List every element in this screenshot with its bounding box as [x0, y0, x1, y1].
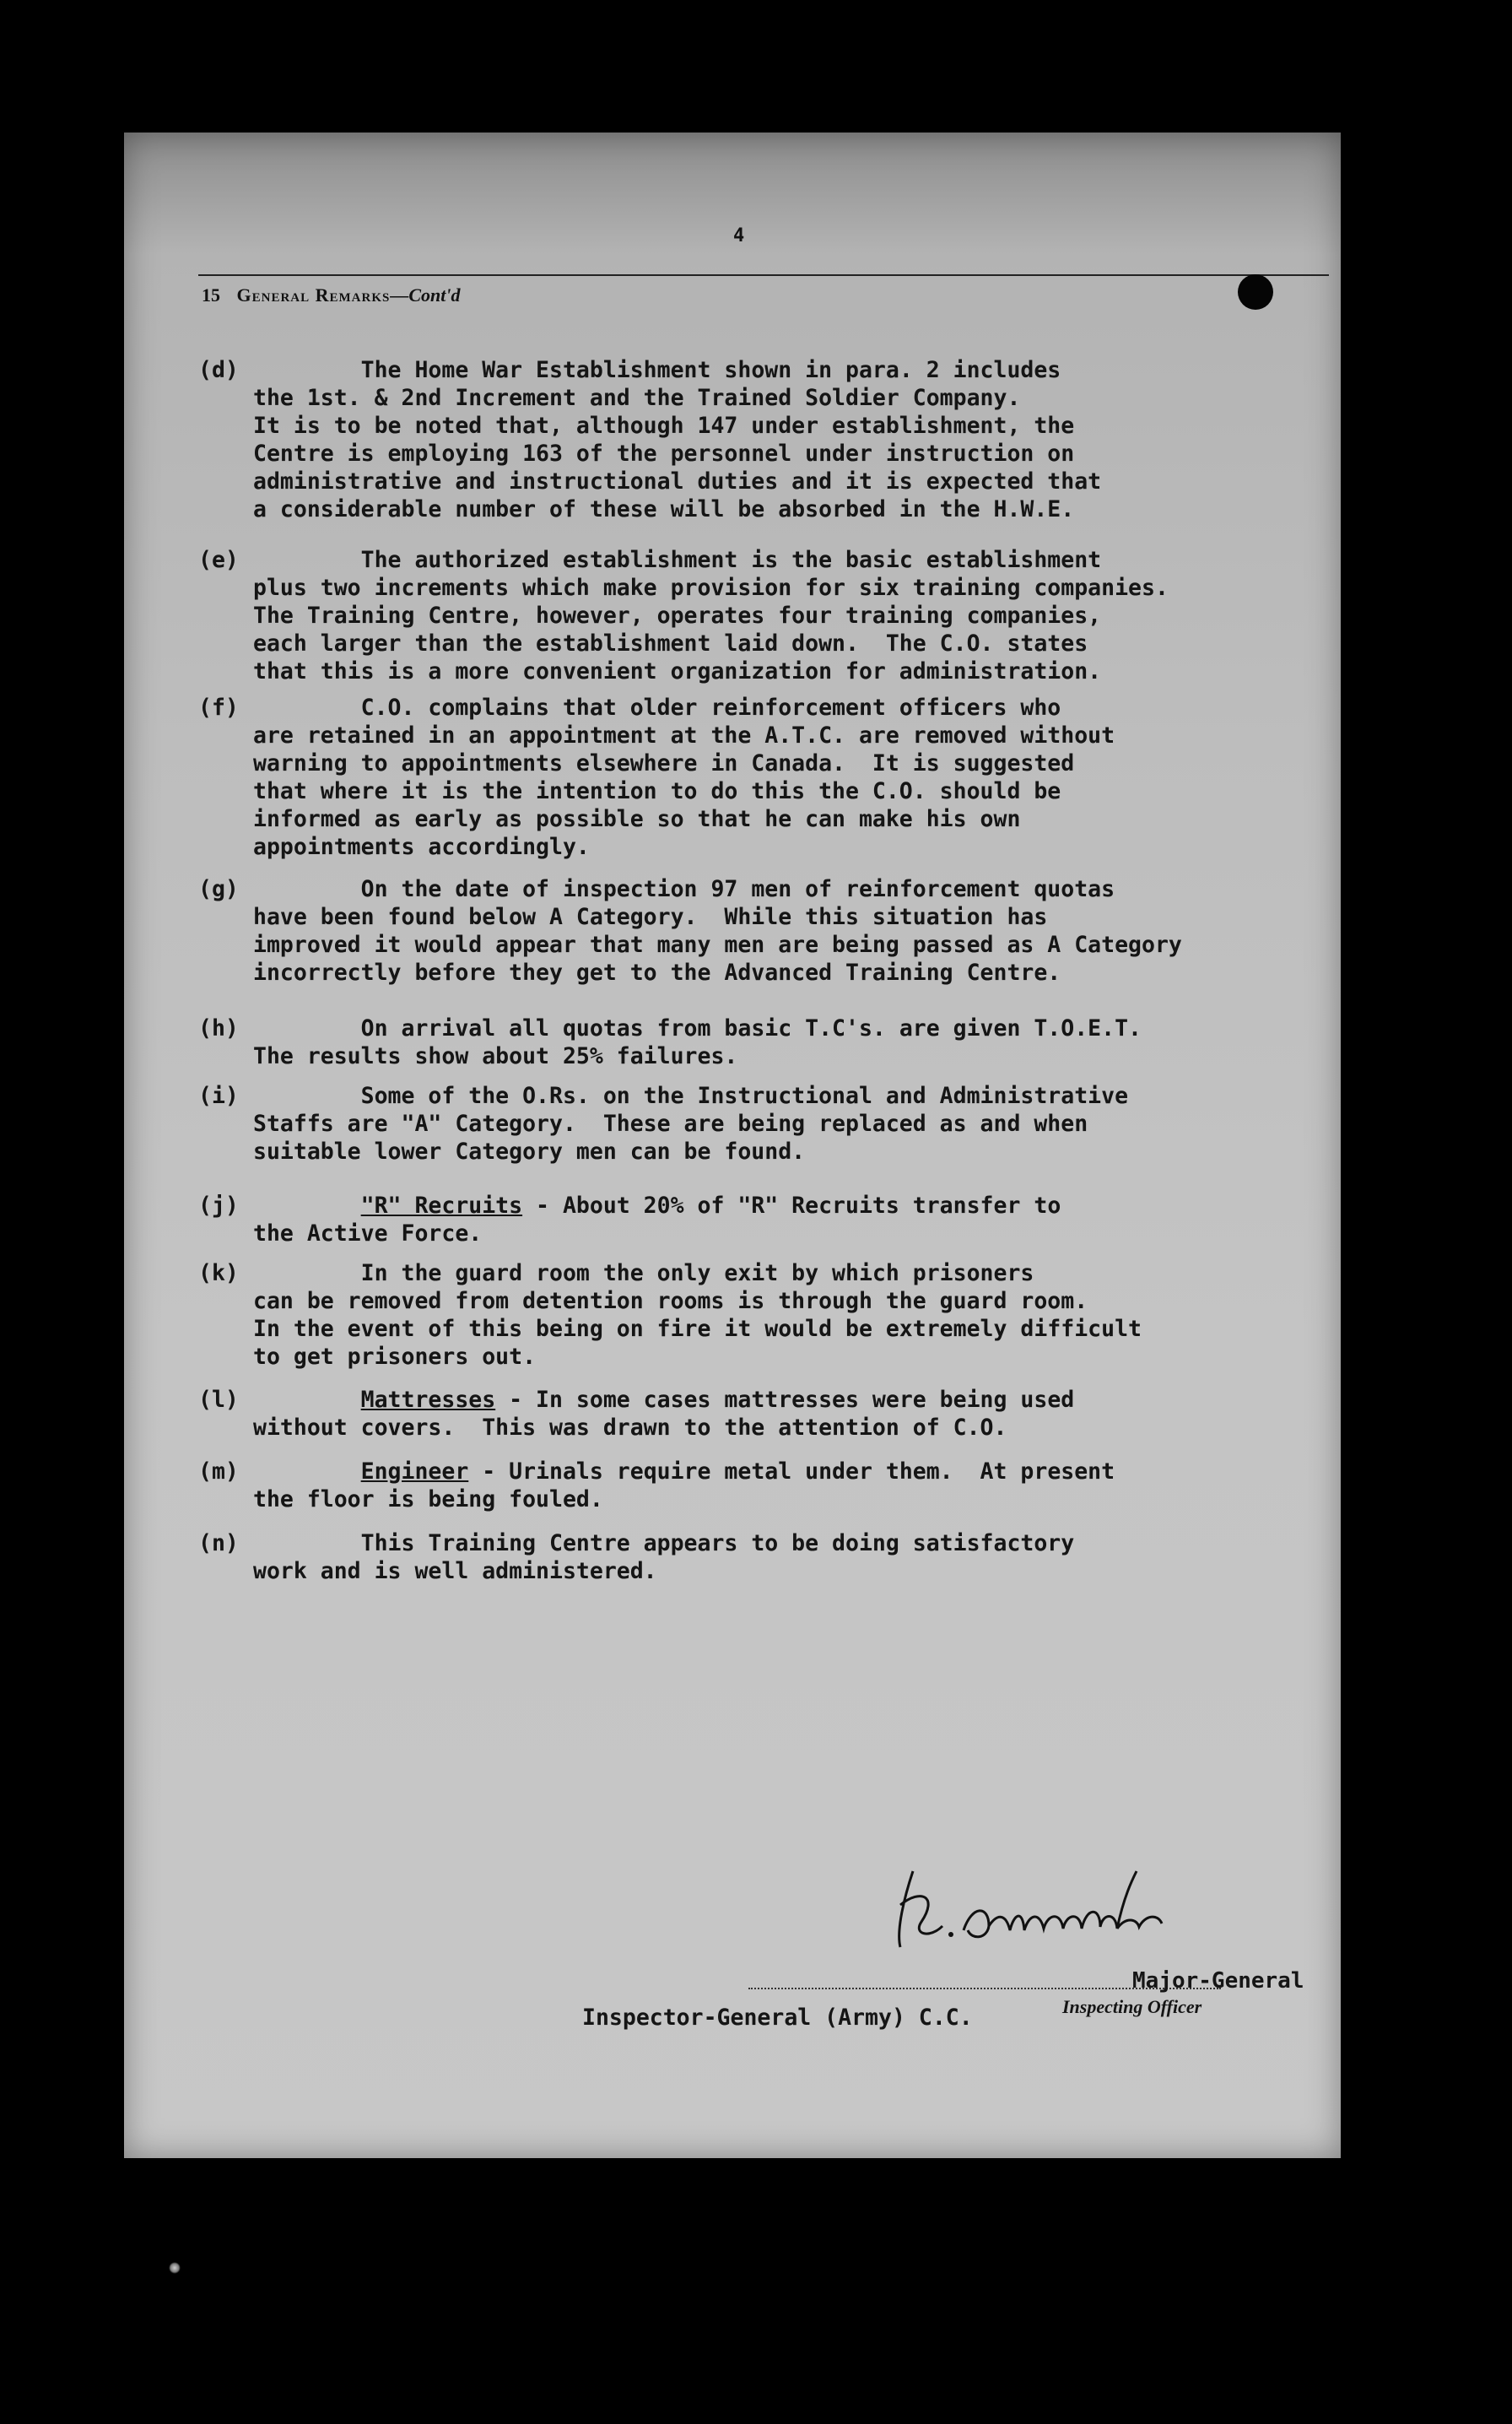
- paragraph-line: work and is well administered.: [253, 1558, 657, 1584]
- handwritten-signature: [879, 1846, 1301, 1964]
- paragraph-line: that where it is the intention to do this the C.O. should be: [253, 778, 1061, 804]
- section-continued: —Cont'd: [390, 284, 461, 306]
- paragraph-line: administrative and instructional duties and it is expected that: [253, 468, 1102, 495]
- header-rule: [198, 274, 1329, 276]
- section-title: General Remarks: [236, 284, 391, 306]
- paragraph-line: On the date of inspection 97 men of reinforcement quotas: [360, 876, 1115, 902]
- paragraph-line: The results show about 25% failures.: [253, 1043, 738, 1069]
- section-number: 15: [202, 284, 220, 306]
- paragraph-label: (h): [198, 1015, 239, 1042]
- paragraph-body: [253, 546, 1316, 685]
- paragraph-label: (n): [198, 1530, 239, 1556]
- paragraph-label: (g): [198, 876, 239, 902]
- paragraph-line: The authorized establishment is the basic establishment: [360, 547, 1102, 573]
- paragraph-label: (m): [198, 1458, 239, 1485]
- paragraph-line: to get prisoners out.: [253, 1344, 537, 1370]
- page-number: 4: [733, 225, 745, 246]
- paragraph-line: the Active Force.: [253, 1220, 483, 1247]
- paragraph-indent: [253, 1193, 361, 1219]
- paragraph-body: [253, 875, 1316, 987]
- signature-title: Inspecting Officer: [1062, 1996, 1202, 2017]
- section-header: [202, 284, 461, 306]
- paragraph-indent: [253, 1387, 361, 1413]
- paragraph-line: - Urinals require metal under them. At present: [482, 1458, 1115, 1485]
- paragraph-line: Staffs are "A" Category. These are being replaced as and when: [253, 1111, 1088, 1137]
- paragraph-label: (e): [198, 547, 239, 573]
- signature-inspector: Inspector-General (Army) C.C.: [582, 2005, 973, 2031]
- paragraph-label: (l): [198, 1387, 239, 1413]
- paragraph-label: (i): [198, 1083, 239, 1109]
- paragraph-indent: [253, 1458, 361, 1485]
- paragraph-line: Some of the O.Rs. on the Instructional and Administrative: [360, 1083, 1129, 1109]
- signature-rank: Major-General: [1132, 1968, 1304, 1994]
- paragraph-body: [253, 1259, 1316, 1371]
- paragraph-line: C.O. complains that older reinforcement officers who: [360, 695, 1061, 721]
- paragraph-line: plus two increments which make provision for six training companies.: [253, 575, 1169, 601]
- paragraph-line: have been found below A Category. While this situation has: [253, 904, 1048, 930]
- paragraph-line: The Home War Establishment shown in para. 2 includes: [360, 357, 1061, 383]
- paragraph-line: the 1st. & 2nd Increment and the Trained Soldier Company.: [253, 385, 1021, 411]
- paragraph-body: [253, 356, 1316, 523]
- paragraph-line: that this is a more convenient organization for administration.: [253, 658, 1102, 684]
- paragraph-body: [253, 1529, 1316, 1585]
- paragraph-line: On arrival all quotas from basic T.C's. are given T.O.E.T.: [360, 1015, 1142, 1042]
- paragraph-body: [253, 1082, 1316, 1166]
- paragraph-line: This Training Centre appears to be doing satisfactory: [360, 1530, 1075, 1556]
- paragraph-line: The Training Centre, however, operates four training companies,: [253, 603, 1102, 629]
- paragraph-line: improved it would appear that many men are being passed as A Category: [253, 932, 1182, 958]
- paragraph-label: (j): [198, 1193, 239, 1219]
- paragraph-line: informed as early as possible so that he can make his own: [253, 806, 1021, 832]
- punch-hole: [1238, 274, 1273, 310]
- paragraph-body: [253, 1386, 1316, 1442]
- paragraph-line: Centre is employing 163 of the personnel under instruction on: [253, 441, 1075, 467]
- paragraph-line: It is to be noted that, although 147 under establishment, the: [253, 413, 1075, 439]
- paragraph-body: [253, 694, 1316, 861]
- paragraph-line: the floor is being fouled.: [253, 1486, 603, 1512]
- paragraph-body: [253, 1192, 1316, 1247]
- paragraph-line: a considerable number of these will be absorbed in the H.W.E.: [253, 496, 1075, 522]
- paragraph-line: - About 20% of "R" Recruits transfer to: [536, 1193, 1061, 1219]
- paragraph-heading: "R" Recruits: [360, 1193, 523, 1219]
- paragraph-line: In the guard room the only exit by which prisoners: [360, 1260, 1034, 1286]
- paragraph-line: incorrectly before they get to the Advanced Training Centre.: [253, 960, 1061, 986]
- paragraph-line: - In some cases mattresses were being used: [509, 1387, 1075, 1413]
- paragraph-body: [253, 1458, 1316, 1513]
- document-page: [124, 133, 1341, 2158]
- paragraph-line: In the event of this being on fire it would be extremely difficult: [253, 1316, 1142, 1342]
- paragraph-heading: Engineer: [360, 1458, 469, 1485]
- film-speck: [169, 2262, 181, 2274]
- paragraph-label: (k): [198, 1260, 239, 1286]
- paragraph-line: warning to appointments elsewhere in Canada. It is suggested: [253, 750, 1075, 776]
- paragraph-line: are retained in an appointment at the A.T.C. are removed without: [253, 722, 1115, 749]
- paragraph-line: without covers. This was drawn to the attention of C.O.: [253, 1415, 1007, 1441]
- paragraph-line: appointments accordingly.: [253, 834, 590, 860]
- paragraph-body: [253, 1015, 1316, 1070]
- paragraph-label: (d): [198, 357, 239, 383]
- paragraph-label: (f): [198, 695, 239, 721]
- paragraph-line: each larger than the establishment laid down. The C.O. states: [253, 630, 1088, 657]
- paragraph-line: can be removed from detention rooms is through the guard room.: [253, 1288, 1088, 1314]
- paragraph-line: suitable lower Category men can be found.: [253, 1139, 806, 1165]
- paragraph-heading: Mattresses: [360, 1387, 496, 1413]
